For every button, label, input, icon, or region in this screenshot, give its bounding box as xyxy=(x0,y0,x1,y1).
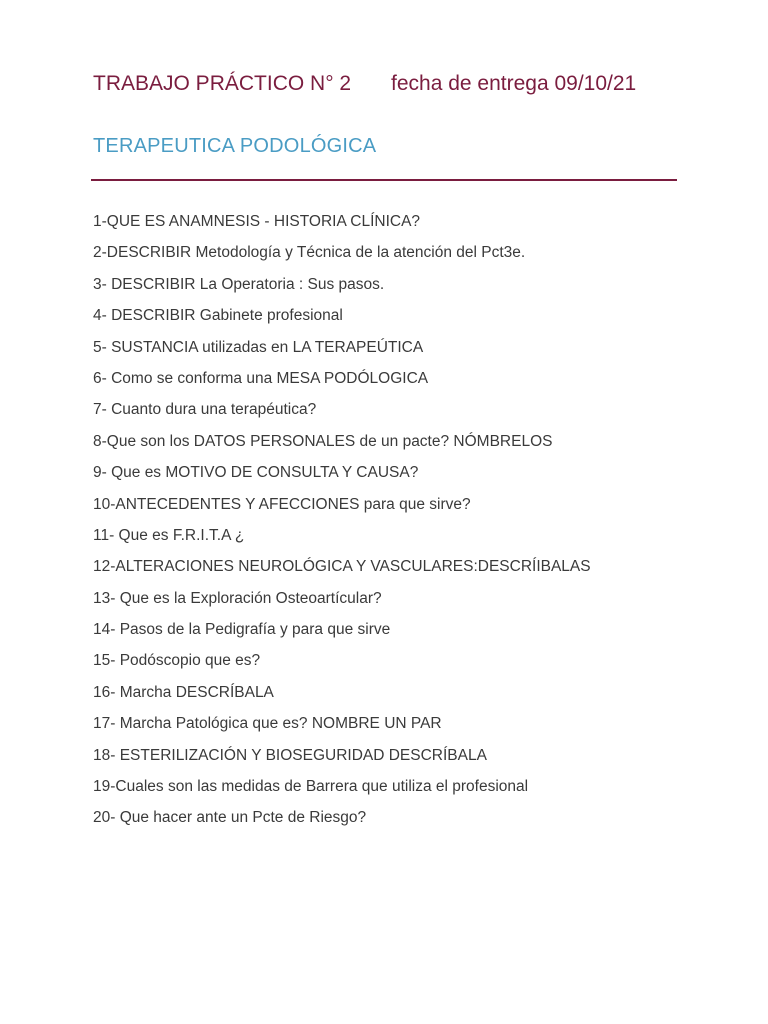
question-item: 17- Marcha Patológica que es? NOMBRE UN PAR xyxy=(93,715,442,733)
document-subtitle: TERAPEUTICA PODOLÓGICA xyxy=(93,135,377,157)
question-item: 12-ALTERACIONES NEUROLÓGICA Y VASCULARES:DESCRÍIBALAS xyxy=(93,558,591,576)
question-item: 3- DESCRIBIR La Operatoria : Sus pasos. xyxy=(93,275,385,293)
question-item: 9- Que es MOTIVO DE CONSULTA Y CAUSA? xyxy=(93,464,419,482)
question-item: 1-QUE ES ANAMNESIS - HISTORIA CLÍNICA? xyxy=(93,213,421,230)
question-item: 14- Pasos de la Pedigrafía y para que sirve xyxy=(93,621,391,639)
question-item: 2-DESCRIBIR Metodología y Técnica de la atención del Pct3e. xyxy=(93,244,526,262)
question-list xyxy=(93,211,591,839)
question-item: 18- ESTERILIZACIÓN Y BIOSEGURIDAD DESCRÍBALA xyxy=(93,746,487,764)
document-title: TRABAJO PRÁCTICO N° 2 xyxy=(93,72,352,95)
due-date: fecha de entrega 09/10/21 xyxy=(391,72,637,95)
question-item: 13- Que es la Exploración Osteoartícular? xyxy=(93,589,382,607)
question-item: 8-Que son los DATOS PERSONALES de un pacte? NÓMBRELOS xyxy=(93,432,553,450)
question-item: 5- SUSTANCIA utilizadas en LA TERAPEÚTICA xyxy=(93,338,424,356)
question-item: 16- Marcha DESCRÍBALA xyxy=(93,683,274,701)
question-item: 7- Cuanto dura una terapéutica? xyxy=(93,401,317,419)
question-item: 6- Como se conforma una MESA PODÓLOGICA xyxy=(93,369,429,387)
question-item: 15- Podóscopio que es? xyxy=(93,652,261,670)
question-item: 20- Que hacer ante un Pcte de Riesgo? xyxy=(93,809,367,827)
title-row xyxy=(93,72,637,96)
question-item: 4- DESCRIBIR Gabinete profesional xyxy=(93,307,343,325)
question-item: 10-ANTECEDENTES Y AFECCIONES para que sirve? xyxy=(93,495,471,513)
question-item: 19-Cuales son las medidas de Barrera que utiliza el profesional xyxy=(93,778,529,796)
horizontal-divider xyxy=(91,179,677,181)
question-item: 11- Que es F.R.I.T.A ¿ xyxy=(93,526,245,544)
